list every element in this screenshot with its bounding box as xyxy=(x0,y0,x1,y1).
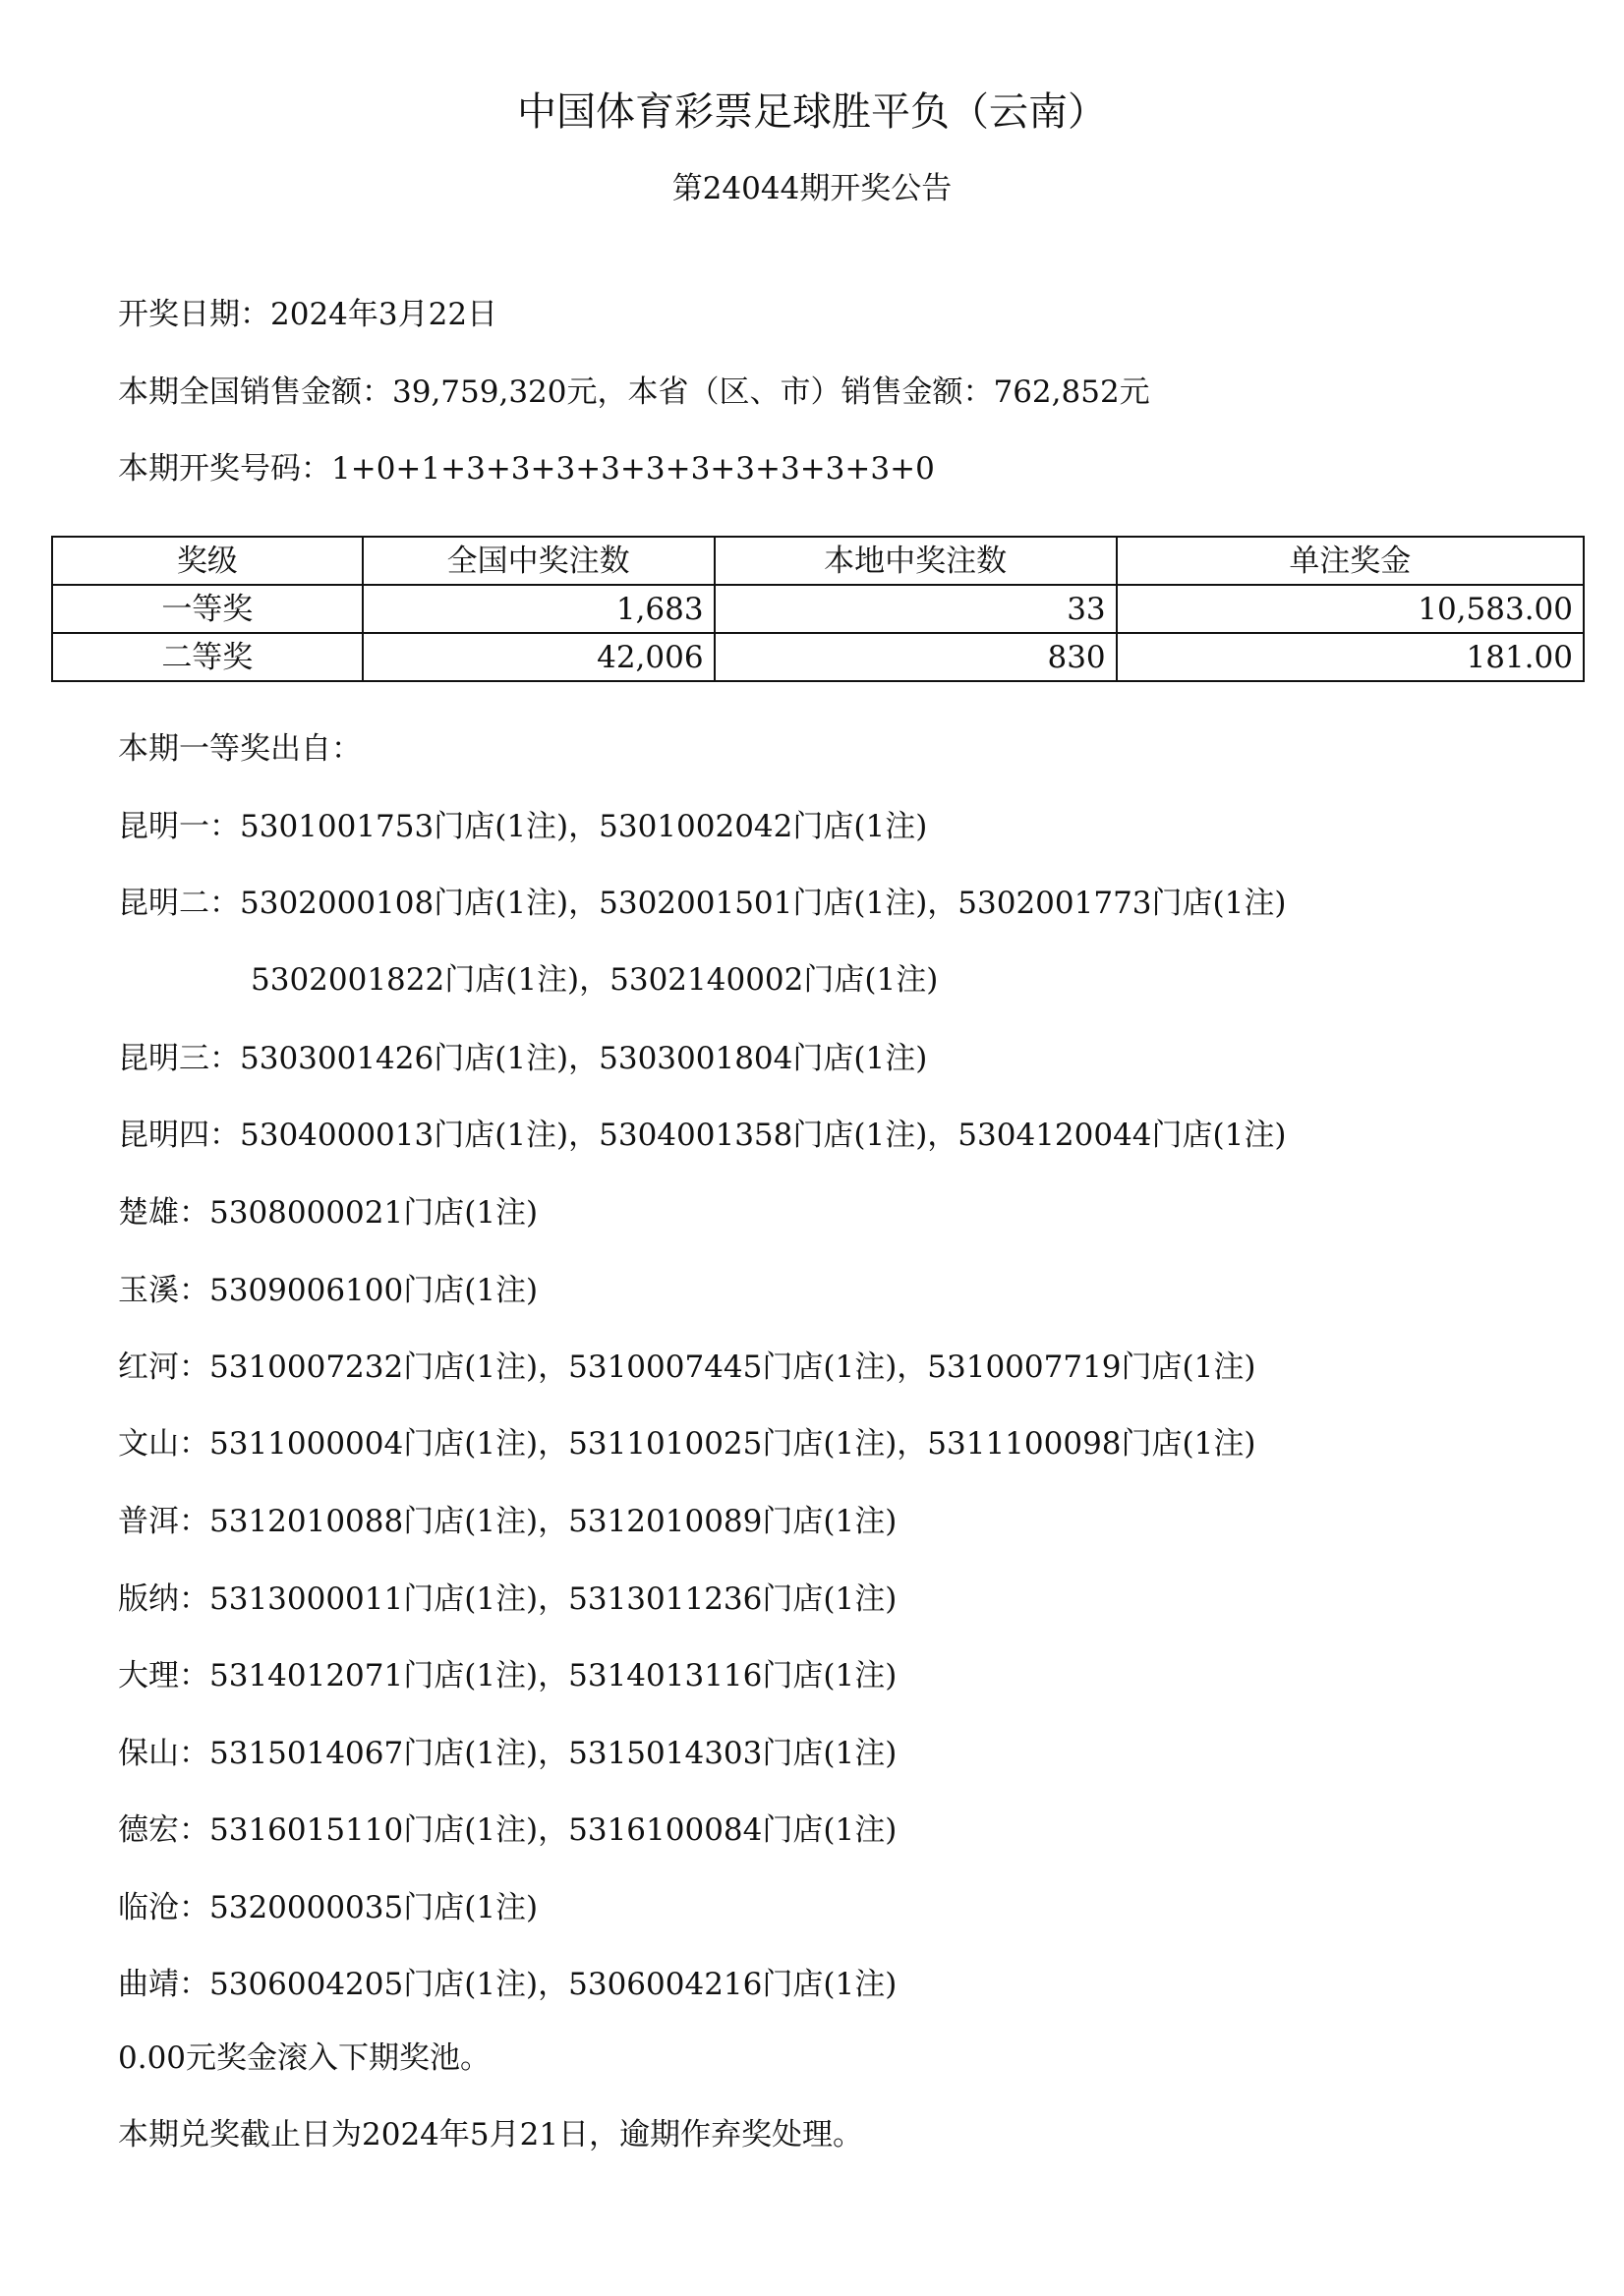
national-winners-cell: 1,683 xyxy=(363,585,715,633)
deadline-note: 本期兑奖截止日为2024年5月21日，逾期作弃奖处理。 xyxy=(118,2117,864,2152)
national-winners-cell: 42,006 xyxy=(363,633,715,681)
winner-line: 昆明三：5303001426门店(1注)，5303001804门店(1注) xyxy=(118,1041,928,1076)
winner-line: 昆明二：5302000108门店(1注)，5302001501门店(1注)，5302001773门店(1注) xyxy=(118,886,1287,921)
winner-line-continuation: 5302001822门店(1注)，5302140002门店(1注) xyxy=(251,962,939,998)
winner-line: 红河：5310007232门店(1注)，5310007445门店(1注)，5310007719门店(1注) xyxy=(118,1349,1256,1385)
winner-line: 文山：5311000004门店(1注)，5311010025门店(1注)，5311100098门店(1注) xyxy=(118,1426,1256,1462)
winner-line: 德宏：5316015110门店(1注)，5316100084门店(1注) xyxy=(118,1812,898,1848)
page-subtitle: 第24044期开奖公告 xyxy=(671,171,953,206)
table-row xyxy=(52,585,1584,633)
column-header: 本地中奖注数 xyxy=(715,537,1117,585)
winner-line: 大理：5314012071门店(1注)，5314013116门店(1注) xyxy=(118,1658,898,1693)
prize-level-cell: 二等奖 xyxy=(52,633,363,681)
winner-line: 玉溪：5309006100门店(1注) xyxy=(118,1273,539,1308)
sales-amount: 本期全国销售金额：39,759,320元，本省（区、市）销售金额：762,852元 xyxy=(118,374,1150,410)
column-header: 奖级 xyxy=(52,537,363,585)
page-title: 中国体育彩票足球胜平负（云南） xyxy=(517,89,1107,135)
winner-line: 保山：5315014067门店(1注)，5315014303门店(1注) xyxy=(118,1736,898,1771)
prize-amount-cell: 181.00 xyxy=(1117,633,1584,681)
winning-numbers: 本期开奖号码：1+0+1+3+3+3+3+3+3+3+3+3+3+0 xyxy=(118,451,935,487)
winner-line: 昆明一：5301001753门店(1注)，5301002042门店(1注) xyxy=(118,809,928,844)
rollover-note: 0.00元奖金滚入下期奖池。 xyxy=(118,2040,492,2076)
table-header-row xyxy=(52,537,1584,585)
winner-line: 普洱：5312010088门店(1注)，5312010089门店(1注) xyxy=(118,1504,898,1539)
winner-line: 昆明四：5304000013门店(1注)，5304001358门店(1注)，5304120044门店(1注) xyxy=(118,1118,1287,1153)
table-row xyxy=(52,633,1584,681)
column-header: 单注奖金 xyxy=(1117,537,1584,585)
winners-heading: 本期一等奖出自： xyxy=(118,731,362,767)
local-winners-cell: 830 xyxy=(715,633,1117,681)
winner-line: 临沧：5320000035门店(1注) xyxy=(118,1890,539,1925)
prize-level-cell: 一等奖 xyxy=(52,585,363,633)
winner-line: 楚雄：5308000021门店(1注) xyxy=(118,1195,539,1231)
prize-table xyxy=(51,536,1585,682)
winner-line: 曲靖：5306004205门店(1注)，5306004216门店(1注) xyxy=(118,1967,898,2002)
prize-amount-cell: 10,583.00 xyxy=(1117,585,1584,633)
column-header: 全国中奖注数 xyxy=(363,537,715,585)
winner-line: 版纳：5313000011门店(1注)，5313011236门店(1注) xyxy=(118,1581,898,1617)
local-winners-cell: 33 xyxy=(715,585,1117,633)
draw-date: 开奖日期：2024年3月22日 xyxy=(118,297,498,332)
